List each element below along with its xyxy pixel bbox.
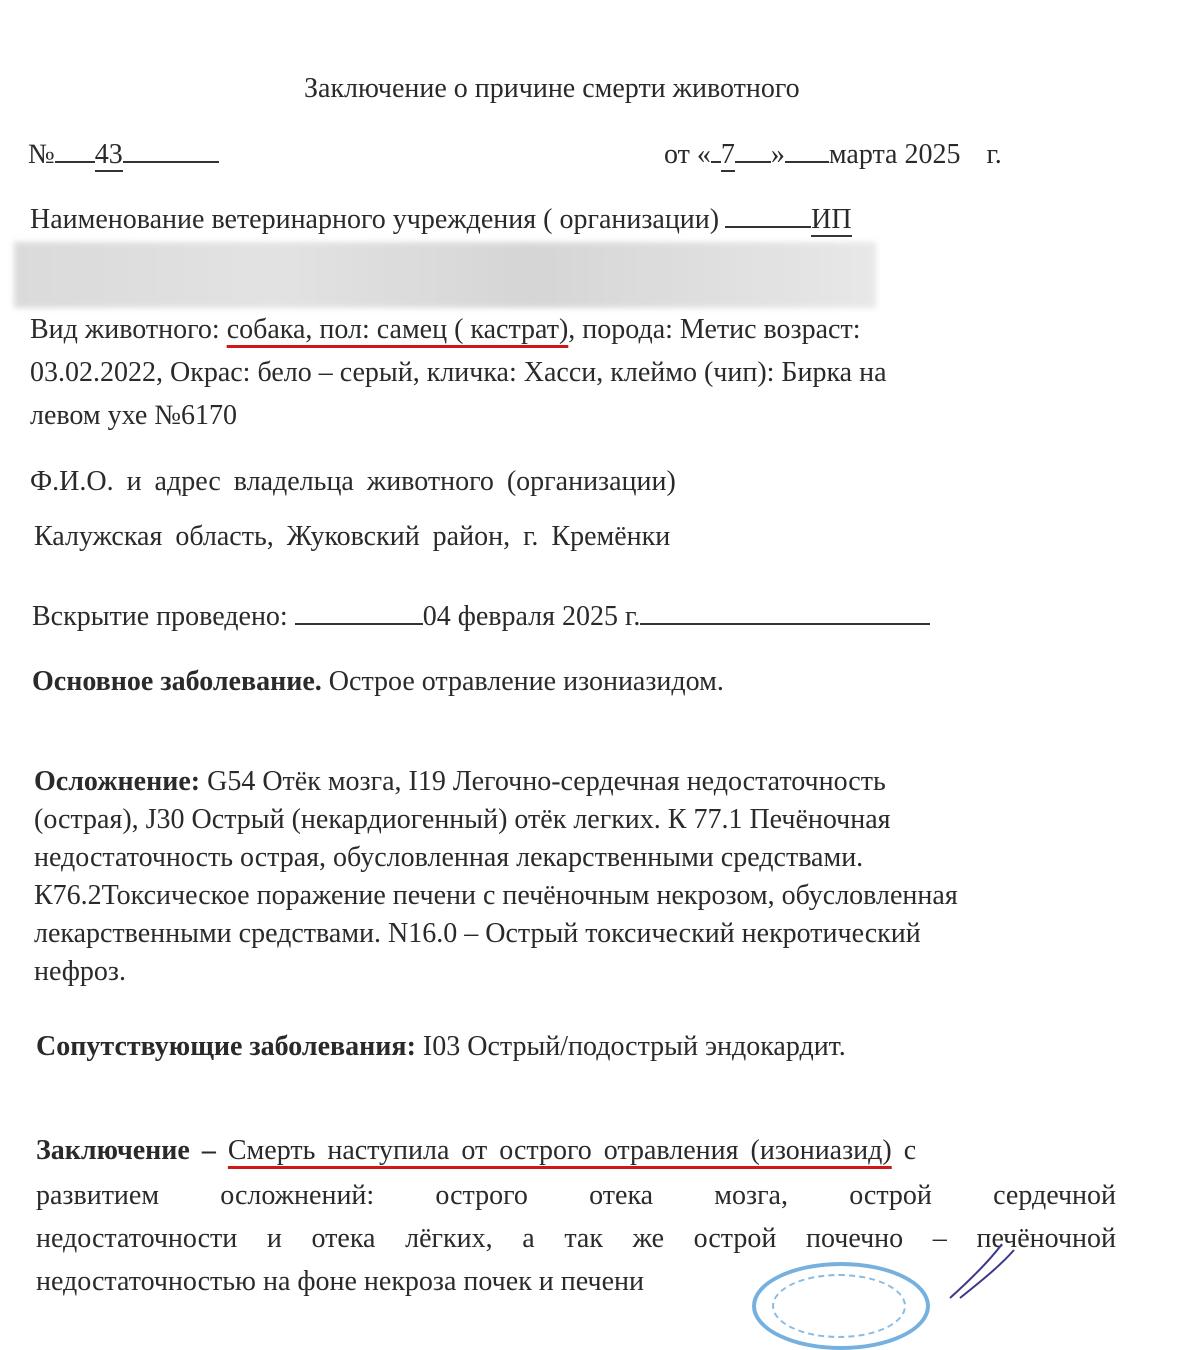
conclusion-line-2: развитием осложнений: острого отека мозга, острой сердечной: [36, 1180, 1116, 1211]
redacted-block: [14, 242, 876, 308]
conclusion-highlight: Смерть наступила от острого отравления (изониазид): [227, 1135, 892, 1166]
animal-line-2: 03.02.2022, Окрас: бело – серый, кличка: Хасси, клеймо (чип): Бирка на: [30, 357, 887, 388]
concomitant-text: I03 Острый/подострый эндокардит.: [415, 1031, 846, 1062]
complication-line-1: [34, 765, 886, 799]
complication-text-1: G54 Отёк мозга, I19 Легочно-сердечная недостаточность: [200, 766, 886, 797]
conclusion-line-4: недостаточностью на фоне некроза почек и печени: [36, 1266, 644, 1297]
main-disease-text: Острое отравление изониазидом.: [321, 666, 724, 697]
conclusion-dash: –: [189, 1135, 228, 1166]
complication-line-3: недостаточность острая, обусловленная лекарственными средствами.: [34, 842, 864, 873]
main-disease: [32, 665, 724, 699]
number-value: 43: [94, 139, 123, 170]
main-disease-label: Основное заболевание.: [32, 666, 322, 697]
number-label: №: [28, 139, 55, 170]
date-day: 7: [720, 139, 735, 170]
owner-address: Калужская область, Жуковский район, г. Кремёнки: [34, 521, 671, 552]
conclusion-line-3: недостаточности и отека лёгких, а так же острой почечно – печёночной: [36, 1223, 1116, 1254]
institution-line: [30, 203, 852, 237]
owner-label: Ф.И.О. и адрес владельца животного (организации): [30, 466, 676, 497]
complication-line-2: (острая), J30 Острый (некардиогенный) отёк легких. К 77.1 Печёночная: [34, 804, 891, 835]
autopsy-line: [32, 600, 930, 634]
animal-line-3: левом ухе №6170: [30, 400, 238, 431]
date-close: »: [770, 139, 785, 170]
animal-highlight: собака, пол: самец ( кастрат): [226, 314, 569, 345]
autopsy-label: Вскрытие проведено:: [32, 601, 295, 632]
autopsy-date: 04 февраля 2025 г.: [422, 601, 641, 632]
date-prefix: от «: [664, 139, 711, 170]
complication-line-4: К76.2Токсическое поражение печени с печёночным некрозом, обусловленная: [34, 880, 958, 911]
concomitant: [36, 1030, 846, 1064]
date-suffix: г.: [986, 139, 1002, 170]
signature-icon: [940, 1240, 1020, 1300]
animal-line-1: [30, 313, 861, 347]
concomitant-label: Сопутствующие заболевания:: [36, 1031, 416, 1062]
document-number: [28, 138, 219, 172]
conclusion-label: Заключение: [36, 1135, 190, 1166]
complication-label: Осложнение:: [34, 766, 201, 797]
institution-value: ИП: [811, 204, 852, 235]
institution-label: Наименование ветеринарного учреждения ( организации): [30, 204, 720, 235]
date-month-year: марта 2025: [828, 139, 961, 170]
conclusion-line-1: [36, 1134, 916, 1168]
conclusion-tail: с: [891, 1135, 917, 1166]
animal-rest: , порода: Метис возраст:: [568, 314, 861, 345]
animal-prefix: Вид животного:: [30, 314, 227, 345]
complication-line-5: лекарственными средствами. N16.0 – Острый токсический некротический: [34, 918, 921, 949]
document-date: [664, 138, 1002, 172]
document-title: Заключение о причине смерти животного: [304, 73, 800, 104]
stamp-inner-icon: [772, 1274, 906, 1338]
complication-line-6: нефроз.: [34, 956, 126, 987]
